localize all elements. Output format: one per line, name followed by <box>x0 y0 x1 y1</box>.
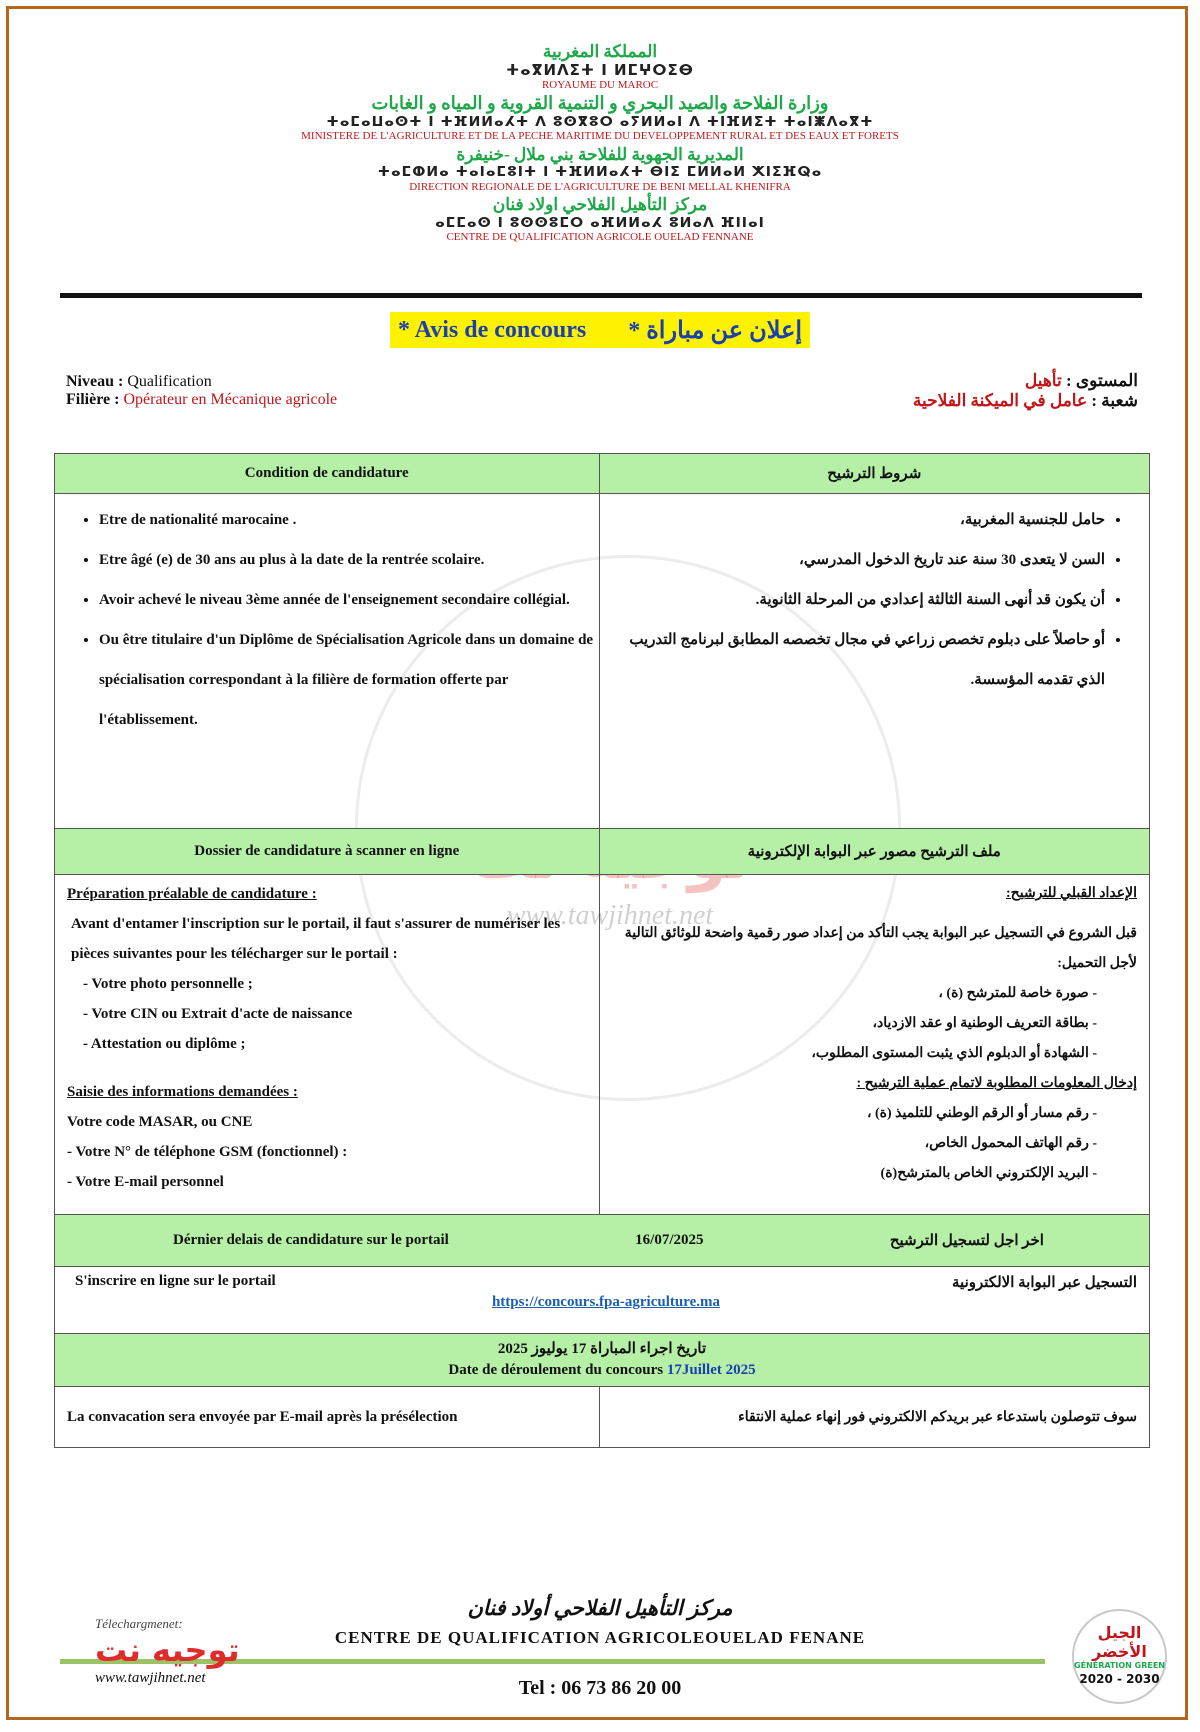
kingdom-ar: المملكة المغربية <box>542 42 658 61</box>
header-rule <box>60 293 1142 298</box>
conditions-ar <box>599 494 1150 829</box>
saisie-item-ar: - رقم الهاتف المحمول الخاص، <box>924 1136 1097 1151</box>
condition-item: • Etre de nationalité marocaine . <box>99 500 599 540</box>
prep-title-fr: Préparation préalable de candidature : <box>67 886 317 902</box>
pieces-list-ar <box>612 979 1138 1069</box>
niveau-label: Niveau : <box>66 373 124 390</box>
kingdom-fr: ROYAUME DU MAROC <box>541 78 659 91</box>
generation-green-logo <box>1072 1609 1167 1704</box>
exam-date-ar: تاريخ اجراء المباراة 17 يوليوز 2025 <box>497 1341 707 1357</box>
watermark-url: www.tawjihnet.net <box>506 900 714 931</box>
saisie-list-ar <box>612 1099 1138 1189</box>
conditions-fr <box>55 494 600 829</box>
filiere-value: Opérateur en Mécanique agricole <box>123 391 338 408</box>
kingdom-tif: ⵜⴰⴳⵍⴷⵉⵜ ⵏ ⵍⵎⵖⵔⵉⴱ <box>506 60 694 79</box>
piece-item: - Votre CIN ou Extrait d'acte de naissance <box>83 1006 353 1022</box>
conditions-list-ar <box>600 494 1150 700</box>
deadline-label-ar: اخر اجل لتسجيل الترشيح <box>889 1233 1044 1249</box>
green-ar: الجيل الأخضر <box>1092 1623 1147 1661</box>
centre-tif: ⴰⵎⵎⴰⵙ ⵏ ⵓⵙⵙⵓⵎⵔ ⴰⴼⵍⵍⴰⵃ ⵓⵍⴰⴷ ⴼⵏⵏⴰⵏ <box>435 214 765 231</box>
piece-item: - Votre photo personnelle ; <box>83 976 253 992</box>
portal-label-fr: S'inscrire en ligne sur le portail <box>75 1273 276 1289</box>
saisie-item: - Votre E-mail personnel <box>67 1174 224 1190</box>
exam-date-row <box>55 1334 1150 1387</box>
condition-item-ar: • السن لا يتعدى 30 سنة عند تاريخ الدخول المدرسي، <box>600 540 1106 580</box>
condition-item: • Ou être titulaire d'un Diplôme de Spécialisation Agricole dans un domaine de spécialisation correspondant à la filière de formation offerte par l'établissement. <box>99 620 599 740</box>
direction-tif: ⵜⴰⵎⵀⵍⴰ ⵜⴰⵏⴰⵎⵓⵏⵜ ⵏ ⵜⴼⵍⵍⴰⵃⵜ ⴱⵏⵉ ⵎⵍⵍⴰⵍ ⵅⵏⵉⴼⵕⴰ <box>377 164 823 181</box>
piece-item: - Attestation ou diplôme ; <box>83 1036 246 1052</box>
direction-ar: المديرية الجهوية للفلاحة بني ملال -خنيفرة <box>456 144 744 164</box>
portal-link[interactable]: https://concours.fpa-agriculture.ma <box>491 1294 721 1310</box>
condition-item-ar: • حامل للجنسية المغربية، <box>600 500 1106 540</box>
saisie-title-ar: إدخال المعلومات المطلوبة لاتمام عملية الترشيح : <box>856 1076 1137 1091</box>
piece-item-ar: - الشهادة أو الدبلوم الذي يثبت المستوى المطلوب، <box>811 1046 1097 1061</box>
saisie-item: - Votre N° de téléphone GSM (fonctionnel) : <box>67 1144 348 1160</box>
condition-item-ar: • أو حاصلاً على دبلوم تخصص زراعي في مجال تخصصه المطابق لبرنامج التدريب الذي تقدمه المؤسسة. <box>600 620 1106 700</box>
condition-item: • Etre âgé (e) de 30 ans au plus à la date de la rentrée scolaire. <box>99 540 599 580</box>
centre-ar: مركز التأهيل الفلاحي اولاد فنان <box>492 195 708 215</box>
green-fr: GÉNÉRATION GREEN <box>1074 1661 1165 1670</box>
dossier-header-ar: ملف الترشيح مصور عبر البوابة الإلكترونية <box>599 829 1150 875</box>
exam-date-value: 17Juillet 2025 <box>666 1362 756 1378</box>
info-table <box>54 453 1150 1448</box>
dossier-header-fr: Dossier de candidature à scanner en ligne <box>55 829 600 875</box>
deadline-row <box>55 1215 1150 1267</box>
footer-centre-fr: CENTRE DE QUALIFICATION AGRICOLEOUELAD FENANE <box>334 1628 866 1647</box>
branch-value-ar: عامل في الميكنة الفلاحية <box>912 391 1088 410</box>
portal-label-ar: التسجيل عبر البوابة الالكترونية <box>952 1275 1137 1291</box>
logo-text: توجيه نت <box>95 1631 240 1669</box>
meta-fr <box>66 373 337 409</box>
deadline-date: 16/07/2025 <box>635 1232 704 1248</box>
centre-fr: CENTRE DE QUALIFICATION AGRICOLE OUELAD FENNANE <box>446 230 754 243</box>
ministry-tif: ⵜⴰⵎⴰⵡⴰⵙⵜ ⵏ ⵜⴼⵍⵍⴰⵃⵜ ⴷ ⵓⵙⴳⵓⵔ ⴰⵢⵍⵍⴰⵏ ⴷ ⵜⵏⴼⵍⵉⵜ ⵜⴰⵏⵥⴷⴰⴳⵜ <box>326 114 874 131</box>
footer-tel: Tel : 06 73 86 20 00 <box>518 1677 682 1699</box>
notice-title-ar: إعلان عن مباراة * <box>628 317 802 344</box>
conditions-list-fr <box>55 494 599 740</box>
dossier-fr <box>55 875 600 1215</box>
direction-fr: DIRECTION REGIONALE DE L'AGRICULTURE DE BENI MELLAL KHENIFRA <box>409 180 791 193</box>
prep-text-fr: Avant d'entamer l'inscription sur le portail, il faut s'assurer de numériser les pièces suivantes pour les télécharger sur le portail : <box>71 916 561 962</box>
dossier-ar <box>599 875 1150 1215</box>
tawjihnet-logo <box>95 1616 240 1687</box>
level-label-ar: المستوى : <box>1065 371 1138 390</box>
notice-title <box>390 312 810 348</box>
ministry-ar: وزارة الفلاحة والصيد البحري و التنمية القروية و المياه و الغابات <box>371 93 829 114</box>
saisie-title-fr: Saisie des informations demandées : <box>67 1084 298 1100</box>
filiere-label: Filière : <box>66 391 120 408</box>
notice-title-fr: * Avis de concours <box>398 316 587 343</box>
ministry-fr: MINISTERE DE L'AGRICULTURE ET DE LA PECHE MARITIME DU DEVELOPPEMENT RURAL ET DES EAUX ET FORETS <box>301 130 899 143</box>
prep-title-ar: الإعداد القبلي للترشيح: <box>1006 886 1137 901</box>
conditions-header-fr: Condition de candidature <box>55 454 600 494</box>
exam-date-prefix: Date de déroulement du concours <box>448 1362 664 1378</box>
piece-item-ar: - بطاقة التعريف الوطنية او عقد الازدياد، <box>872 1016 1097 1031</box>
convocation-fr: La convacation sera envoyée par E-mail après la présélection <box>55 1387 600 1448</box>
condition-item-ar: • أن يكون قد أنهى السنة الثالثة إعدادي من المرحلة الثانوية. <box>600 580 1106 620</box>
convocation-ar: سوف تتوصلون باستدعاء عبر بريدكم الالكتروني فور إنهاء عملية الانتقاء <box>599 1387 1150 1448</box>
pieces-list-fr <box>67 969 587 1059</box>
piece-item-ar: - صورة خاصة للمترشح (ة) ، <box>938 986 1097 1001</box>
letterhead <box>0 42 1200 243</box>
saisie-item-ar: - البريد الإلكتروني الخاص بالمترشح(ة) <box>880 1166 1097 1181</box>
branch-label-ar: شعبة : <box>1091 391 1138 410</box>
saisie-item: Votre code MASAR, ou CNE <box>67 1114 253 1130</box>
footer-centre-ar: مركز التأهيل الفلاحي أولاد فنان <box>467 1596 733 1620</box>
niveau-value: Qualification <box>127 373 212 390</box>
download-label: Télechargmenet: <box>95 1616 183 1631</box>
condition-item: • Avoir achevé le niveau 3ème année de l'enseignement secondaire collégial. <box>99 580 599 620</box>
prep-text-ar: قبل الشروع في التسجيل عبر البوابة يجب التأكد من إعداد صور رقمية واضحة للوثائق التالية لأجل التحميل: <box>624 926 1137 971</box>
exam-date-fr <box>55 1360 1149 1381</box>
green-years: 2020 - 2030 <box>1079 1672 1160 1686</box>
logo-url: www.tawjihnet.net <box>95 1670 206 1686</box>
meta-ar <box>913 371 1138 411</box>
level-value-ar: تأهيل <box>1024 371 1062 390</box>
saisie-list-fr <box>67 1107 587 1197</box>
portal-row <box>55 1267 1150 1334</box>
saisie-item-ar: - رقم مسار أو الرقم الوطني للتلميذ (ة) ، <box>866 1106 1097 1121</box>
conditions-header-ar: شروط الترشيح <box>599 454 1150 494</box>
deadline-label-fr: Dérnier delais de candidature sur le portail <box>173 1232 449 1248</box>
